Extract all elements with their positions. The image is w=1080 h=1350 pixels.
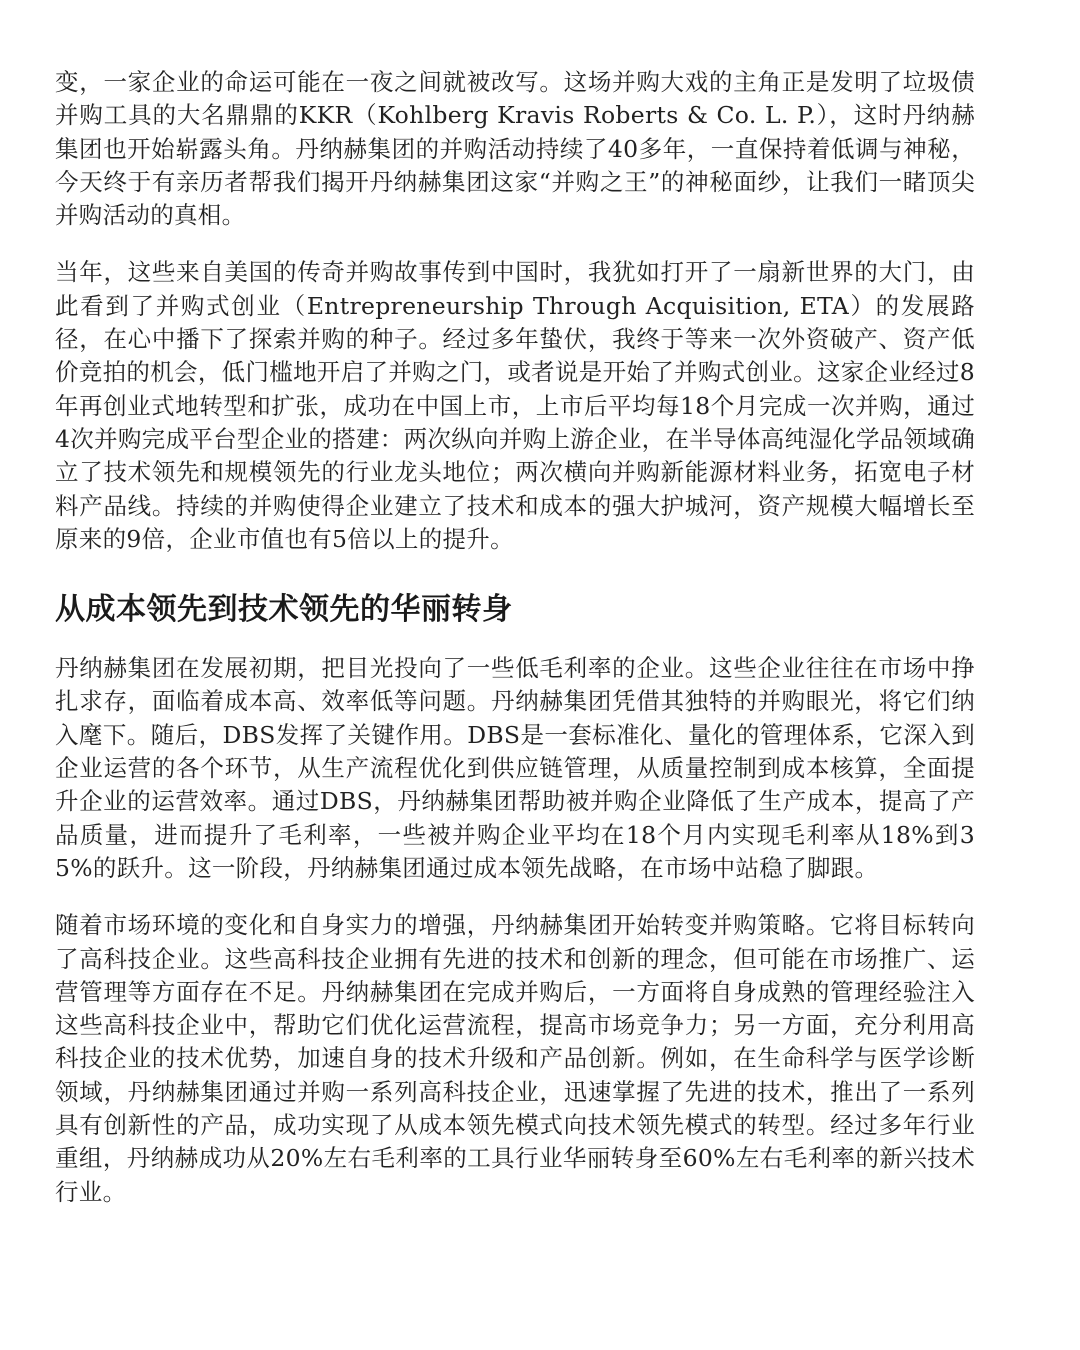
paragraph-tech-leadership: 随着市场环境的变化和自身实力的增强，丹纳赫集团开始转变并购策略。它将目标转向了高科技企业。这些高科技企业拥有先进的技术和创新的理念，但可能在市场推广、运营管理等方面存在不足。丹纳赫集团在完成并购后，一方面将自身成熟的管理经验注入这些高科技企业中，帮助它们优化运营流程，提高市场竞争力；另一方面，充分利用高科技企业的技术优势，加速自身的技术升级和产品创新。例如，在生命科学与医学诊断领域，丹纳赫集团通过并购一系列高科技企业，迅速掌握了先进的技术，推出了一系列具有创新性的产品，成功实现了从成本领先模式向技术领先模式的转型。经过多年行业重组，丹纳赫成功从20%左右毛利率的工具行业华丽转身至60%左右毛利率的新兴技术行业。 (55, 911, 975, 1206)
paragraph-kkr-intro: 变，一家企业的命运可能在一夜之间就被改写。这场并购大戏的主角正是发明了垃圾债并购工具的大名鼎鼎的KKR（Kohlberg Kravis Roberts & Co. L. P.），这时丹纳赫集团也开始崭露头角。丹纳赫集团的并购活动持续了40多年，一直保持着低调与神秘，今天终于有亲历者帮我们揭开丹纳赫集团这家“并购之王”的神秘面纱，让我们一睹顶尖并购活动的真相。 (55, 68, 975, 230)
paragraph-cost-leadership: 丹纳赫集团在发展初期，把目光投向了一些低毛利率的企业。这些企业往往在市场中挣扎求存，面临着成本高、效率低等问题。丹纳赫集团凭借其独特的并购眼光，将它们纳入麾下。随后，DBS发挥了关键作用。DBS是一套标准化、量化的管理体系，它深入到企业运营的各个环节，从生产流程优化到供应链管理，从质量控制到成本核算，全面提升企业的运营效率。通过DBS，丹纳赫集团帮助被并购企业降低了生产成本，提高了产品质量，进而提升了毛利率，一些被并购企业平均在18个月内实现毛利率从18%到35%的跃升。这一阶段，丹纳赫集团通过成本领先战略，在市场中站稳了脚跟。 (55, 654, 975, 882)
paragraph-eta-story: 当年，这些来自美国的传奇并购故事传到中国时，我犹如打开了一扇新世界的大门，由此看到了并购式创业（Entrepreneurship Through Acquisition, ETA）的发展路径，在心中播下了探索并购的种子。经过多年蛰伏，我终于等来一次外资破产、资产低价竞拍的机会，低门槛地开启了并购之门，或者说是开始了并购式创业。这家企业经过8年再创业式地转型和扩张，成功在中国上市，上市后平均每18个月完成一次并购，通过4次并购完成平台型企业的搭建：两次纵向并购上游企业，在半导体高纯湿化学品领域确立了技术领先和规模领先的行业龙头地位；两次横向并购新能源材料业务，拓宽电子材料产品线。持续的并购使得企业建立了技术和成本的强大护城河，资产规模大幅增长至原来的9倍，企业市值也有5倍以上的提升。 (55, 258, 975, 553)
article-body (55, 66, 975, 1209)
section-heading: 从成本领先到技术领先的华丽转身 (55, 592, 513, 628)
